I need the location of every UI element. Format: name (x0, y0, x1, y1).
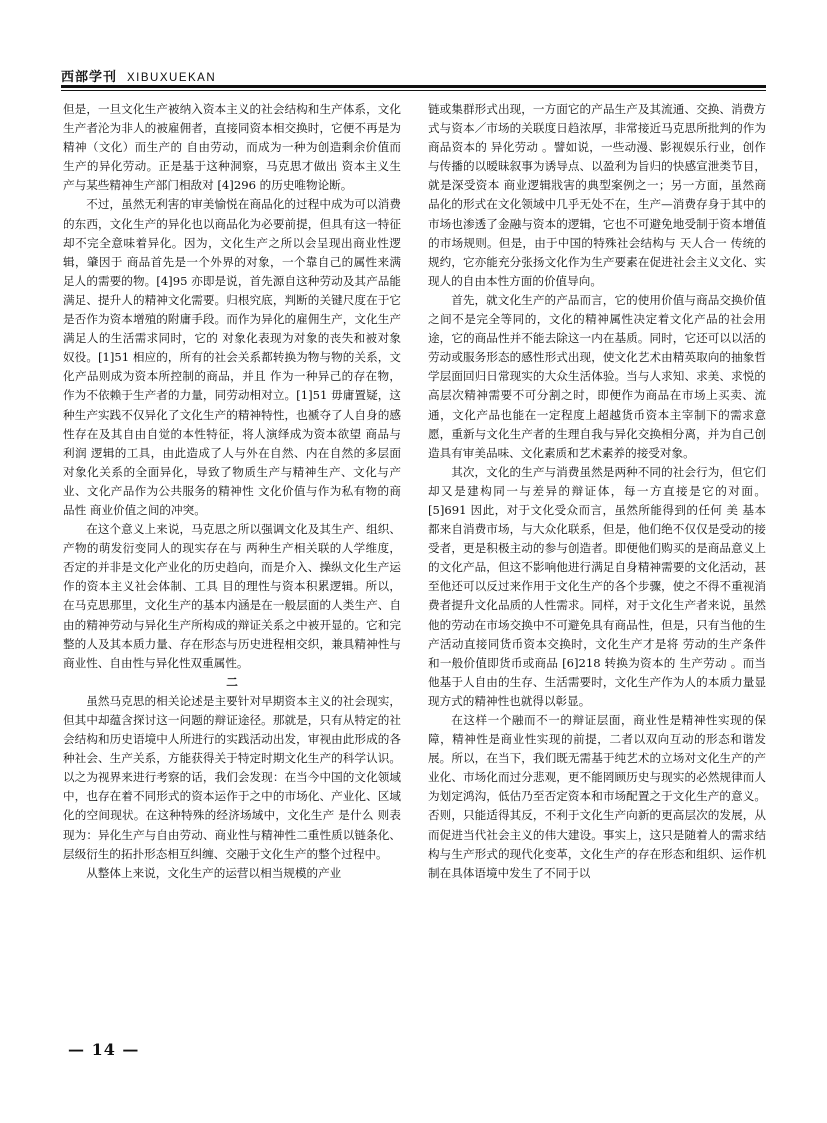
paragraph: 首先，就文化生产的产品而言，它的使用价值与商品交换价值之间不是完全等同的，文化的精神属性决定着文化产品的社会用途，它的商品性并不能去除这一内在基质。同时，它还可以以活的劳动或服务形态的感性形式出现，使文化艺术由精英取向的抽象哲学层面回归日常现实的大众生活体验。当与人求知、求美、求悦的高层次精神需要不可分割之时，即便作为商品在市场上买卖、流通，文化产品也能在一定程度上超越货币资本主宰制下的需求意愿，重新与文化生产者的生理自我与异化交换相分离，并为自己创造具有审美品味、文化素质和艺术素养的接受对象。 (428, 292, 766, 460)
journal-title-cn: 西部学刊 (61, 70, 118, 85)
journal-title-pinyin: XIBUXUEKAN (127, 72, 217, 84)
journal-title (61, 66, 216, 85)
running-header (0, 64, 827, 84)
paragraph: 从整体上来说，文化生产的运营以相当规模的产业 (86, 865, 342, 880)
paragraph: 但是，一旦文化生产被纳入资本主义的社会结构和生产体系，文化生产者沦为非人的被雇佣者，直接同资本相交换时，它便不再是为精神（文化）而生产的 自由劳动，而成为一种为创造剩余价值而生产的异化劳动。正是基于这种洞察，马克思才做出 资本主义生产与某些精神生产部门相敌对 [4]296 的历史唯物论断。 (63, 102, 401, 193)
paragraph: 虽然马克思的相关论述是主要针对早期资本主义的社会现实，但其中却蕴含探讨这一问题的辩证途径。那就是，只有从特定的社会结构和历史语境中人所进行的实践活动出发，审视由此形成的各种社会、生产关系，方能获得关于特定时期文化生产的科学认识。以之为视界来进行考察的话，我们会发现：在当今中国的文化领域中，也存在着不同形式的资本运作于之中的市场化、产业化、区域化的空间现状。在这种特殊的经济场域中，文化生产 是什么 则表现为：异化生产与自由劳动、商业性与精神性二重性质以链条化、层级衍生的拓扑形态相互纠缠、交融于文化生产的整个过程中。 (63, 693, 401, 861)
paragraph: 不过，虽然无利害的审美愉悦在商品化的过程中成为可以消费的东西，文化生产的异化也以商品化为必要前提，但具有这一特征却不完全意味着异化。因为，文化生产之所以会呈现出商业性逻辑，肇因于 商品首先是一个外界的对象，一个靠自己的属性来满足人的需要的物。[4]95 亦即是说，首先源自这种劳动及其产品能满足、提升人的精神文化需要。归根究底，判断的关键尺度在于它是否作为资本增殖的附庸手段。而作为异化的雇佣生产，文化生产满足人的生活需求同时，它的 对象化表现为对象的丧失和被对象奴役。[1]51 相应的，所有的社会关系都转换为物与物的关系，文化产品则成为资本所控制的商品，并且 作为一种异己的存在物，作为不依赖于生产者的力量，同劳动相对立。[1]51 毋庸置疑，这种生产实践不仅异化了文化生产的精神特性，也褫夺了人自身的感性存在及其自由自觉的本性特征，将人演绎成为资本欲望 商品与利润 逻辑的工具，由此造成了人与外在自然、内在自然的多层面对象化关系的全面异化，导致了物质生产与精神生产、文化与产业、文化产品作为公共服务的精神性 文化价值与作为私有物的商品性 商业价值之间的冲突。 (63, 197, 401, 517)
section-heading: 二 (226, 674, 238, 689)
paragraph: 其次，文化的生产与消费虽然是两种不同的社会行为，但它们却又是建构同一与差异的辩证体，每一方直接是它的对面。[5]691 因此，对于文化受众而言，虽然所能得到的任何 美 基本都来自消费市场，与大众化联系，但是，他们绝不仅仅是受动的接受者，更是积极主动的参与创造者。即便他们购买的是商品意义上的文化产品，但这不影响他进行满足自身精神需要的文化活动，甚至他还可以反过来作用于文化生产的各个步骤，使之不得不重视消费者提升文化品质的人性需求。同样，对于文化生产者来说，虽然他的劳动在市场交换中不可避免具有商品性，但是，只有当他的生产活动直接同货币资本交换时，文化生产才是将 劳动的生产条件和一般价值即货币或商品 [6]218 转换为资本的 生产劳动 。而当他基于人自由的生存、生活需要时，文化生产作为人的本质力量显现方式的精神性也就得以彰显。 (428, 464, 766, 708)
paragraph: 在这样一个融而不一的辩证层面，商业性是精神性实现的保障，精神性是商业性实现的前提，二者以双向互动的形态和谐发展。所以，在当下，我们既无需基于纯艺术的立场对文化生产的产业化、市场化而过分悲观，更不能罔顾历史与现实的必然规律而人为划定鸿沟，低估乃至否定资本和市场配置之于文化生产的意义。否则，只能适得其反，不利于文化生产向新的更高层次的发展，从而促进当代社会主义的伟大建设。事实上，这只是随着人的需求结构与生产形式的现代化变革，文化生产的存在形态和组织、运作机制在具体语境中发生了不同于以 (428, 713, 766, 880)
paragraph: 在这个意义上来说，马克思之所以强调文化及其生产、组织、产物的萌发衍变同人的现实存在与 两种生产相关联的人学维度，否定的并非是文化产业化的历史趋向，而是介入、操纵文化生产运作的资本主义社会体制、工具 目的理性与资本积累逻辑。所以，在马克思那里，文化生产的基本内涵是在一般层面的人类生产、自由的精神劳动与异化生产所构成的辩证关系之中被开显的。它和完整的人及其本质力量、存在形态与历史进程相交织，兼具精神性与商业性、自由性与异化性双重属性。 (63, 522, 401, 670)
left-column (63, 100, 401, 883)
right-column (428, 100, 766, 883)
header-rule (61, 85, 766, 91)
paragraph: 链或集群形式出现，一方面它的产品生产及其流通、交换、消费方式与资本／市场的关联度日趋浓厚，非常接近马克思所批判的作为商品资本的 异化劳动 。譬如说，一些动漫、影视娱乐行业，创作与传播的以暧昧叙事为诱导点、以盈利为旨归的快感宣泄类节目，就是深受资本 商业逻辑戕害的典型案例之一；另一方面，虽然商品化的形式在文化领域中几乎无处不在，生产—消费存身于其中的市场也渗透了金融与资本的逻辑，它也不可避免地受制于资本增值的市场规则。但是，由于中国的特殊社会结构与 天人合一 传统的规约，它亦能充分张扬文化作为生产要素在促进社会主义文化、实现人的自由本性方面的价值导向。 (428, 102, 766, 288)
page-number: — 14 — (68, 1040, 140, 1059)
